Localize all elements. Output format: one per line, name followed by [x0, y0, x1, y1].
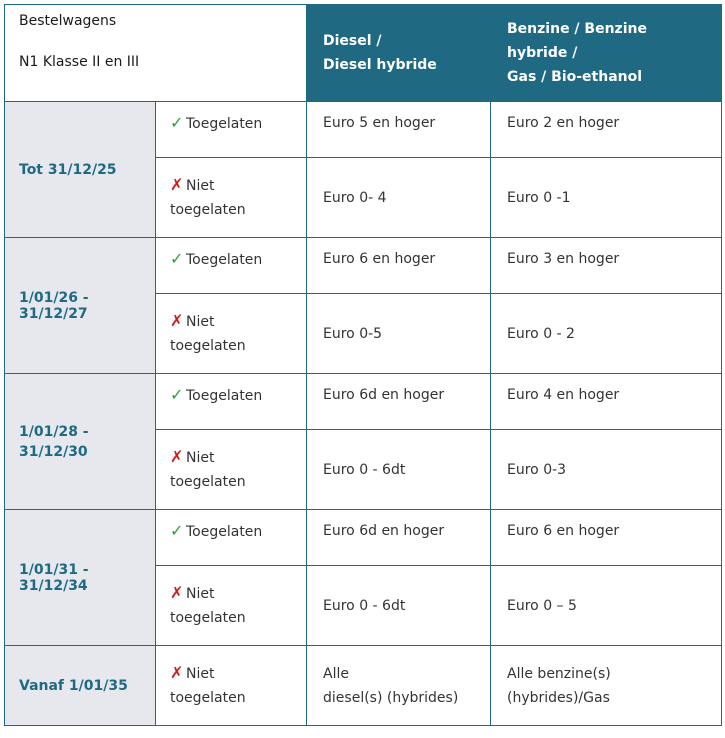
table-row [5, 102, 722, 158]
status-not-allowed: ✗ Niet toegelaten [156, 566, 307, 646]
period-label: 1/01/31 - 31/12/34 [5, 510, 156, 646]
table-row [5, 374, 722, 430]
period-label: 1/01/26 - 31/12/27 [5, 238, 156, 374]
diesel-column-header: Diesel / Diesel hybride [307, 5, 491, 102]
lez-emission-table [4, 4, 722, 726]
cross-icon: ✗ [170, 311, 184, 330]
diesel-value: Alle diesel(s) (hybrides) [307, 646, 491, 726]
diesel-value: Euro 0- 4 [307, 158, 491, 238]
diesel-value: Euro 0-5 [307, 294, 491, 374]
vehicle-class: N1 Klasse II en III [19, 54, 140, 70]
period-label: Vanaf 1/01/35 [5, 646, 156, 726]
petrol-value: Euro 0 – 5 [491, 566, 722, 646]
table-row [5, 510, 722, 566]
cross-icon: ✗ [170, 663, 184, 682]
diesel-value: Euro 6d en hoger [307, 510, 491, 566]
cross-icon: ✗ [170, 175, 184, 194]
petrol-value: Euro 3 en hoger [491, 238, 722, 294]
diesel-value: Euro 6d en hoger [307, 374, 491, 430]
period-label: Tot 31/12/25 [5, 102, 156, 238]
diesel-value: Euro 0 - 6dt [307, 566, 491, 646]
check-icon: ✓ [170, 249, 184, 268]
petrol-value: Alle benzine(s) (hybrides)/Gas [491, 646, 722, 726]
petrol-value: Euro 0-3 [491, 430, 722, 510]
status-allowed: ✓ Toegelaten [156, 238, 307, 294]
diesel-value: Euro 5 en hoger [307, 102, 491, 158]
vehicle-type: Bestelwagens [19, 13, 117, 29]
status-not-allowed: ✗ Niet toegelaten [156, 294, 307, 374]
petrol-value: Euro 0 - 2 [491, 294, 722, 374]
petrol-value: Euro 2 en hoger [491, 102, 722, 158]
petrol-column-header: Benzine / Benzine hybride / Gas / Bio-ethanol [491, 5, 722, 102]
diesel-value: Euro 0 - 6dt [307, 430, 491, 510]
petrol-value: Euro 0 -1 [491, 158, 722, 238]
table-row [5, 646, 722, 726]
status-not-allowed: ✗ Niet toegelaten [156, 430, 307, 510]
check-icon: ✓ [170, 385, 184, 404]
check-icon: ✓ [170, 521, 184, 540]
status-allowed: ✓ Toegelaten [156, 374, 307, 430]
cross-icon: ✗ [170, 583, 184, 602]
status-allowed: ✓ Toegelaten [156, 102, 307, 158]
diesel-value: Euro 6 en hoger [307, 238, 491, 294]
cross-icon: ✗ [170, 447, 184, 466]
header-row [5, 5, 722, 102]
table-row [5, 238, 722, 294]
petrol-value: Euro 6 en hoger [491, 510, 722, 566]
check-icon: ✓ [170, 113, 184, 132]
status-not-allowed: ✗ Niet toegelaten [156, 646, 307, 726]
petrol-value: Euro 4 en hoger [491, 374, 722, 430]
status-allowed: ✓ Toegelaten [156, 510, 307, 566]
period-label: 1/01/28 - 31/12/30 [5, 374, 156, 510]
status-not-allowed: ✗ Niet toegelaten [156, 158, 307, 238]
vehicle-header [5, 5, 307, 102]
